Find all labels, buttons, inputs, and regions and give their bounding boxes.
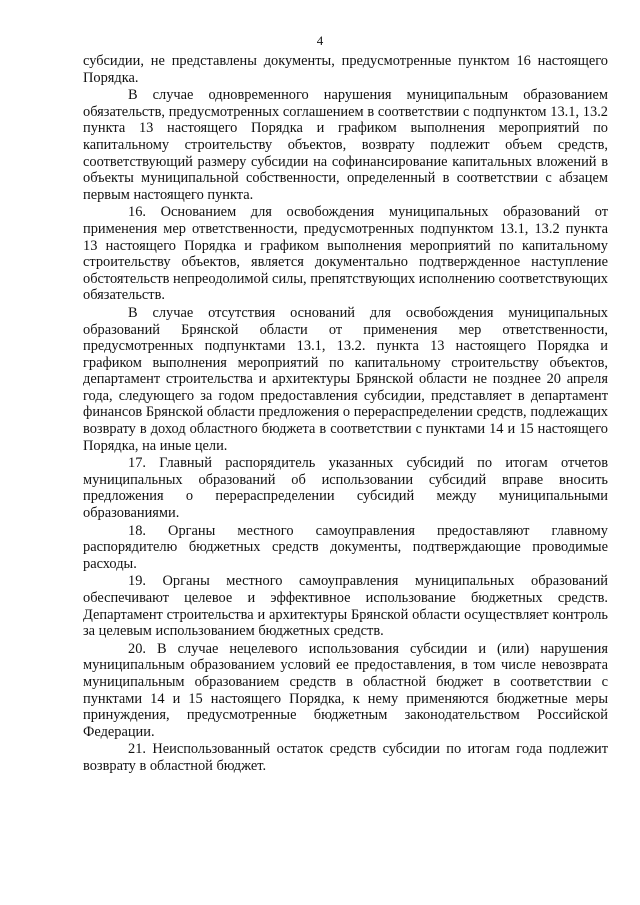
- paragraph: В случае одновременного нарушения муниципальным образованием обязательств, предусмотренных соглашением в соответствии с подпунктом 13.1, 13.2 пункта 13 настоящего Порядка и графиком выполнения мероприятий по капитальному строительству объектов, возврату подлежит объем средств, соответствующий размеру субсидии на софинансирование капитальных вложений в объекты муниципальной собственности, определенный в соответствии с абзацем первым настоящего пункта.: [83, 87, 608, 203]
- paragraph: 20. В случае нецелевого использования субсидии и (или) нарушения муниципальным образованием условий ее предоставления, в том числе невозврата муниципальным образованием средств в областной бюджет в соответствии с пунктами 14 и 15 настоящего Порядка, к нему применяются бюджетные меры принуждения, предусмотренные бюджетным законодательством Российской Федерации.: [83, 640, 608, 740]
- page-number: 4: [316, 33, 324, 48]
- paragraph: 17. Главный распорядитель указанных субсидий по итогам отчетов муниципальных образований об использовании субсидий вправе вносить предложения о перераспределении субсидий между муниципальными образованиями.: [83, 455, 608, 522]
- paragraph: 16. Основанием для освобождения муниципальных образований от применения мер ответственности, предусмотренных подпунктом 13.1, 13.2 пункта 13 настоящего Порядка и графиком выполнения мероприятий по капитальному строительству объектов, является документально подтвержденное наступление обстоятельств непреодолимой силы, препятствующих исполнению соответствующих обязательств.: [83, 204, 608, 304]
- paragraph: В случае отсутствия оснований для освобождения муниципальных образований Брянской области от применения мер ответственности, предусмотренных подпунктами 13.1, 13.2. пункта 13 настоящего Порядка и графиком выполнения мероприятий по капитальному строительству объектов, департамент строительства и архитектуры Брянской области не позднее 20 апреля года, следующего за годом предоставления субсидии, представляет в департамент финансов Брянской области предложения о перераспределении средств, подлежащих возврату в доход областного бюджета в соответствии с пунктами 14 и 15 настоящего Порядка, на иные цели.: [83, 304, 608, 454]
- paragraph: 19. Органы местного самоуправления муниципальных образований обеспечивают целевое и эффективное использование бюджетных средств. Департамент строительства и архитектуры Брянской области осуществляет контроль за целевым использованием бюджетных средств.: [83, 573, 608, 640]
- paragraph: субсидии, не представлены документы, предусмотренные пунктом 16 настоящего Порядка.: [83, 53, 608, 86]
- paragraph: 18. Органы местного самоуправления предоставляют главному распорядителю бюджетных средств документы, подтверждающие проводимые расходы.: [83, 522, 608, 572]
- paragraph: 21. Неиспользованный остаток средств субсидии по итогам года подлежит возврату в областной бюджет.: [83, 741, 608, 774]
- document-body: [83, 53, 608, 775]
